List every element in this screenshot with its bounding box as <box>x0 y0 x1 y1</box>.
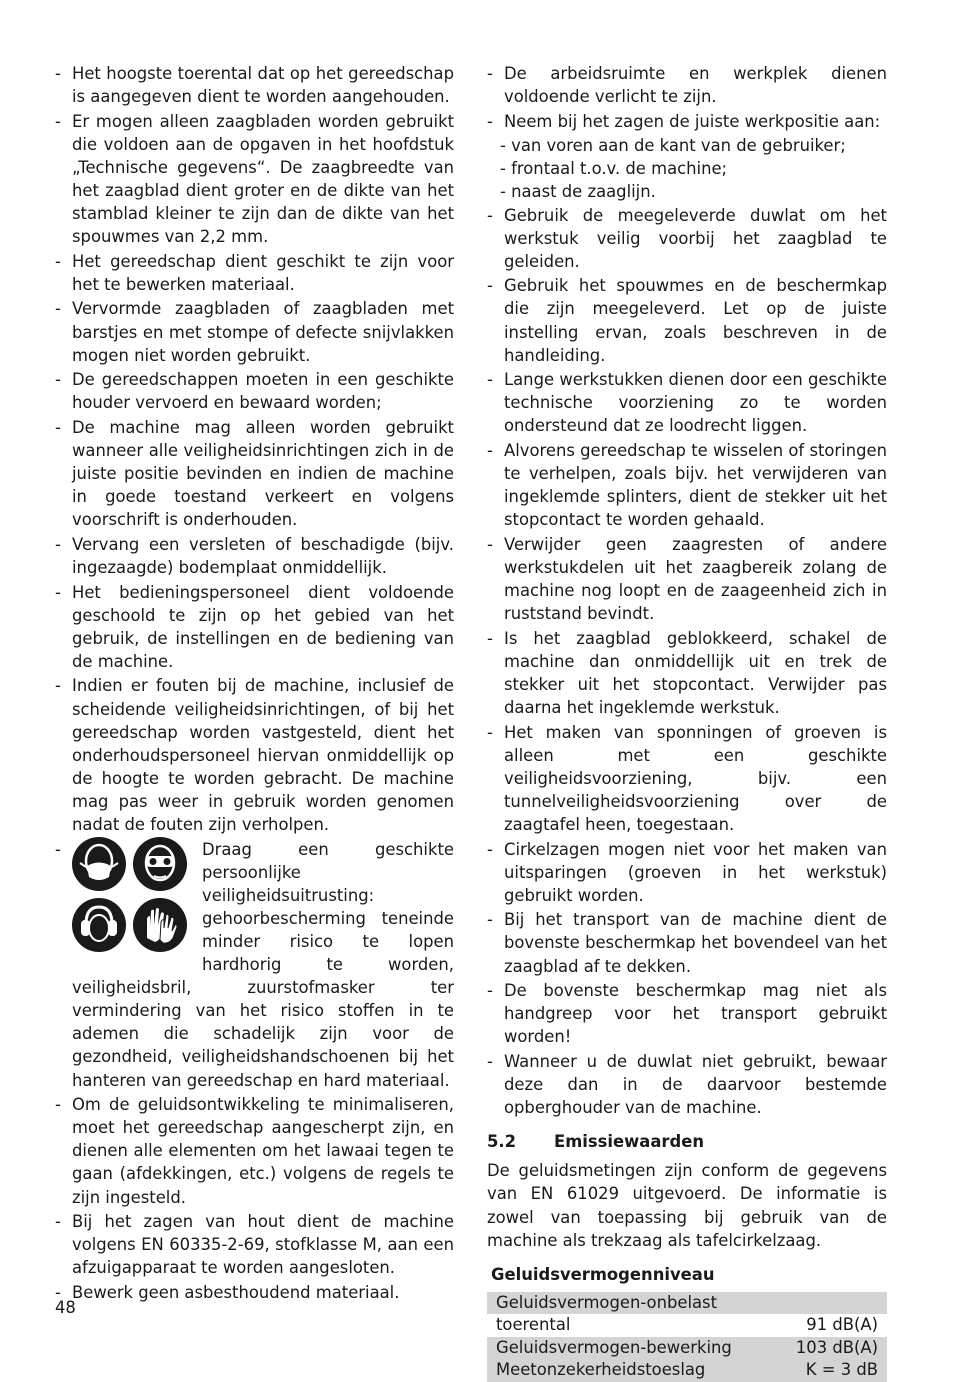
list-item: - De bovenste beschermkap mag niet als handgreep voor het transport gebruikt worden! <box>487 979 887 1048</box>
list-item: - Gebruik het spouwmes en de beschermkap die zijn meegeleverd. Let op de juiste instelling ervan, zoals beschreven in de handleiding. <box>487 274 887 366</box>
ppe-text: Draag een geschikte persoonlijke veiligheidsuitrusting: gehoorbescherming teneinde minder risico te lopen hardhorig te worden, veiligheidsbril, zuurstofmasker ter vermindering van het risico stoffen in te ademen die schadelijk zijn voor de gezondheid, veiligheidshandschoenen bij het hanteren van gereedschap en hard materiaal. <box>72 839 454 1090</box>
dust-mask-icon <box>72 837 126 891</box>
ppe-icon-group <box>72 837 196 955</box>
list-item: - Vervang een versleten of beschadigde (bijv. ingezaagde) bodemplaat onmiddellijk. <box>55 533 454 579</box>
safety-glasses-icon <box>133 837 187 891</box>
list-item: - Verwijder geen zaagresten of andere werkstukdelen uit het zaagbereik zolang de machine nog loopt en de zaageenheid zich in ruststand bevindt. <box>487 533 887 625</box>
list-item: - Het hoogste toerental dat op het gereedschap is aangegeven dient te worden aangehouden. <box>55 62 454 108</box>
list-item: - De machine mag alleen worden gebruikt wanneer alle veiligheidsinrichtingen zich in de juiste positie bevinden en indien de machine in goede toestand verkeert en volgens voorschrift is onderhouden. <box>55 416 454 531</box>
table-row <box>487 1337 887 1360</box>
safety-list-right-2 <box>487 204 887 1120</box>
table-row <box>487 1314 887 1337</box>
page-number: 48 <box>55 1298 76 1317</box>
left-column <box>55 62 454 1305</box>
row-value <box>774 1292 887 1315</box>
work-position-item: - van voren aan de kant van de gebruiker; <box>500 136 846 156</box>
row-value: 103 dB(A) <box>774 1337 887 1360</box>
list-item: - Vervormde zaagbladen of zaagbladen met barstjes en met stompe of defecte snijvlakken mogen niet worden gebruikt. <box>55 297 454 366</box>
row-label: Geluidsvermogen-onbelast <box>487 1292 774 1315</box>
safety-list-right <box>487 62 887 133</box>
section-title: Emissiewaarden <box>554 1132 705 1152</box>
right-column <box>487 62 887 1382</box>
gloves-icon <box>133 898 187 952</box>
work-position-list <box>487 134 887 203</box>
list-item: - Bij het zagen van hout dient de machine volgens EN 60335-2-69, stofklasse M, aan een afzuigapparaat te worden aangesloten. <box>55 1210 454 1279</box>
row-value: K = 3 dB <box>774 1359 887 1382</box>
work-position-item: - frontaal t.o.v. de machine; <box>500 159 728 179</box>
section-heading <box>487 1130 887 1153</box>
section-number: 5.2 <box>487 1132 517 1152</box>
list-item: - De arbeidsruimte en werkplek dienen voldoende verlicht te zijn. <box>487 62 887 108</box>
table-row <box>487 1359 887 1382</box>
row-label: Meetonzekerheidstoeslag <box>487 1359 774 1382</box>
row-label: Geluidsvermogen-bewerking <box>487 1337 774 1360</box>
list-item: - Is het zaagblad geblokkeerd, schakel de machine dan onmiddellijk uit en trek de stekker uit het stopcontact. Verwijder pas daarna het ingeklemde werkstuk. <box>487 627 887 719</box>
list-item: - De gereedschappen moeten in een geschikte houder vervoerd en bewaard worden; <box>55 368 454 414</box>
list-item: - Gebruik de meegeleverde duwlat om het werkstuk veilig voorbij het zaagblad te geleiden. <box>487 204 887 273</box>
list-item: - Om de geluidsontwikkeling te minimaliseren, moet het gereedschap aangescherpt zijn, en dienen alle elementen om het lawaai tegen te gaan (afdekkingen, etc.) volgens de regels te zijn ingesteld. <box>55 1093 454 1208</box>
sound-power-table <box>487 1292 887 1382</box>
list-item: - Wanneer u de duwlat niet gebruikt, bewaar deze dan in de daarvoor bestemde opberghouder van de machine. <box>487 1050 887 1119</box>
table-row <box>487 1292 887 1315</box>
list-item: - Bewerk geen asbesthoudend materiaal. <box>55 1281 454 1304</box>
list-item: - Cirkelzagen mogen niet voor het maken van uitsparingen (groeven in het werkstuk) gebruikt worden. <box>487 838 887 907</box>
list-item: - Indien er fouten bij de machine, inclusief de scheidende veiligheidsinrichtingen, of bij het gereedschap worden vastgesteld, dient het onderhoudspersoneel hiervan onmiddellijk op de hoogte te worden gebracht. De machine mag pas weer in gebruik worden genomen nadat de fouten zijn verholpen. <box>55 674 454 836</box>
list-item: - Lange werkstukken dienen door een geschikte technische voorziening zo te worden ondersteund dat ze loodrecht liggen. <box>487 368 887 437</box>
list-item: - Bij het transport van de machine dient de bovenste beschermkap het bovendeel van het zaagblad af te dekken. <box>487 908 887 977</box>
ppe-list-item <box>55 838 454 1092</box>
section-paragraph: De geluidsmetingen zijn conform de gegevens van EN 61029 uitgevoerd. De informatie is zowel van toepassing bij gebruik van de machine als trekzaag als tafelcirkelzaag. <box>487 1161 887 1250</box>
work-position-item: - naast de zaaglijn. <box>500 182 656 202</box>
list-item: - Het gereedschap dient geschikt te zijn voor het te bewerken materiaal. <box>55 250 454 296</box>
list-item: - Alvorens gereedschap te wisselen of storingen te verhelpen, zoals bijv. het verwijderen van ingeklemde splinters, dient de stekker uit het stopcontact te worden gehaald. <box>487 439 887 531</box>
safety-list-left <box>55 62 454 1304</box>
row-label: toerental <box>496 1315 571 1335</box>
list-item: - Het maken van sponningen of groeven is alleen met een geschikte veiligheidsvoorziening, bijv. een tunnelveiligheidsvoorziening over de zaagtafel heen, toegestaan. <box>487 721 887 836</box>
list-item: - Het bedieningspersoneel dient voldoende geschoold te zijn op het gebied van het gebruik, de instellingen en de bediening van de machine. <box>55 581 454 673</box>
list-item: - Neem bij het zagen de juiste werkpositie aan: <box>487 110 887 133</box>
row-value: 91 dB(A) <box>806 1315 878 1335</box>
list-item: - Er mogen alleen zaagbladen worden gebruikt die voldoen aan de opgaven in het hoofdstuk „Technische gegevens“. De zaagbreedte van het zaagblad dient groter en de dikte van het stamblad kleiner te zijn dan de dikte van het spouwmes van 2,2 mm. <box>55 110 454 249</box>
table-title: Geluidsvermogenniveau <box>491 1264 715 1284</box>
ear-protection-icon <box>72 898 126 952</box>
